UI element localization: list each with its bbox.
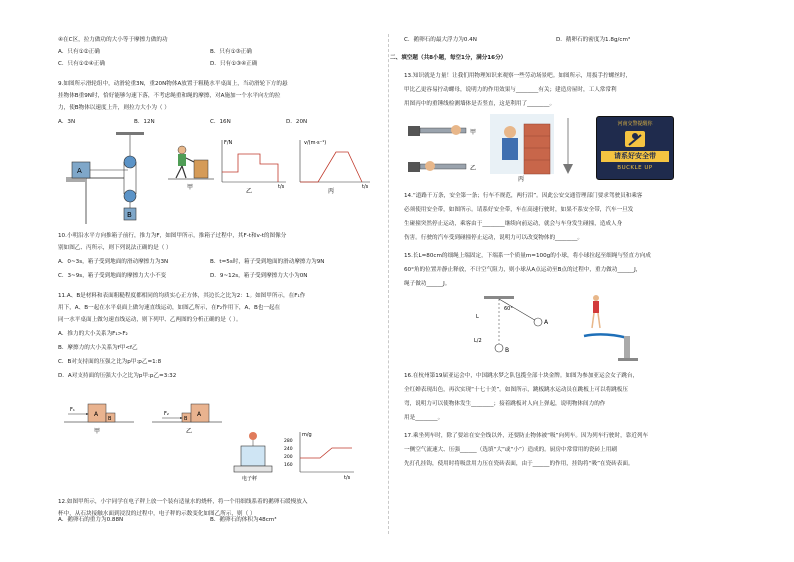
push-box-figure — [168, 136, 214, 192]
block-a-label: A — [77, 167, 82, 175]
scale-label: 电子秤 — [242, 476, 258, 482]
worker-icon — [504, 126, 516, 138]
electronic-scale-figure — [230, 430, 276, 482]
fn-ts-label: t/s — [278, 184, 285, 190]
tick-160: 160 — [284, 463, 293, 468]
mt-ts-label: t/s — [344, 475, 351, 481]
fig-yi-label: 乙 — [246, 188, 253, 194]
q9-option-a: A．3N — [58, 119, 76, 125]
section-2-header: 二、填空题（共8小题，每空1分，满分16分） — [390, 55, 507, 61]
q10-option-a: A．0~3s，箱子受到地面的滑动摩擦力为3N — [58, 259, 169, 265]
jia-a-label: A — [94, 411, 99, 418]
plumb-line-figure — [550, 116, 586, 180]
q11-fig-jia — [64, 390, 134, 436]
q15-line-2: 60°角的位置并静止释放，不计空气阻力，则小球从A点运动至B点的过程中，重力做功______J， — [404, 267, 642, 273]
jia-b-label: B — [108, 416, 112, 422]
person-icon — [178, 146, 186, 154]
q9-option-d: D．20N — [286, 119, 308, 125]
fn-axis-label: F/N — [224, 140, 233, 146]
q8-option-c: C．只有①②④正确 — [58, 61, 105, 67]
q12-line-2: 杯中，从石块接触水面到浸没的过程中，电子秤的示数变化如图乙所示，则（ ） — [58, 511, 256, 517]
q11-option-c: C．B对支持面的压强之比为p甲:p乙=1:8 — [58, 359, 162, 365]
q11-yi-label: 乙 — [186, 428, 193, 435]
q13-jia-label: 甲 — [470, 129, 477, 136]
q11-option-d: D．A对支持面的压强大小之比为p甲:p乙=3:32 — [58, 373, 177, 379]
q10-option-b: B．t=5s时，箱子受到地面的滑动摩擦力为9N — [210, 259, 325, 265]
beaker-icon — [241, 446, 265, 466]
q8-tail: ④在C区，拉力做功的大小等于摩擦力做的功 — [58, 37, 168, 43]
q16-line-1: 16.在杭州第19届亚运会中，中国跳水梦之队包揽全部十块金牌。如图为参加亚运会女子跳台， — [404, 373, 639, 379]
m-axis-label: m/g — [302, 432, 312, 438]
q13-line-2: 甲比乙更容易拧动螺母，说明力的作用效果与________有关；建造房屋时，工人常常利 — [404, 87, 617, 93]
q13-line-3: 用图丙中的重锤线检测墙体是否竖直，这是利用了________。 — [404, 101, 556, 107]
half-l-label: L/2 — [474, 338, 482, 344]
q14-line-4: 伤害。行驶的汽车受到碰撞停止运动，说明力可以改变物体的________。 — [404, 235, 584, 241]
fig-jia-label: 甲 — [187, 184, 194, 191]
q11-option-a: A．推力的大小关系为F₁>F₂ — [58, 331, 128, 337]
q8-option-d: D．只有①③④正确 — [210, 61, 258, 67]
scale-icon — [234, 466, 272, 472]
f-t-graph — [216, 136, 288, 194]
sign-sub-text: BUCKLE UP — [617, 165, 653, 171]
v-axis-label: v/(m·s⁻¹) — [304, 140, 327, 146]
q15-line-3: 绳子做功______J。 — [404, 281, 451, 287]
bolt-icon-2 — [408, 162, 420, 172]
q11-line-1: 11.A、B是材料和表面粗糙程度都相同的均质实心正方体，其边长之比为2：1。如图甲所示，在F₁作 — [58, 293, 306, 299]
f1-label: F₁ — [70, 407, 75, 413]
q17-line-3: 先打孔挂钩，使用时将吸盘用力压在瓷砖表面，由于______的作用，挂钩将“吸”在瓷砖表面。 — [404, 461, 634, 467]
q16-line-3: 弯，说明力可以使物体发生________；接着跳板对人向上弹起，说明物体间力的作 — [404, 401, 606, 407]
q17-line-2: 一侧空气流速大、压强______（选填“大”或“小”）造成的。厨房中常常用的瓷砖上用刷 — [404, 447, 617, 453]
q14-line-3: 生碰撞突然停止运动，乘客由于________继续向前运动，就会与车身发生碰撞，造成人身 — [404, 221, 623, 227]
q17-line-1: 17.乘坐列车时，除了要站在安全线以外，还要防止物体被“吸”向列车。因为列车行驶时，靠近列车 — [404, 433, 649, 439]
q11-option-b: B．摩擦力的大小关系为f甲<f乙 — [58, 345, 138, 351]
point-a-label: A — [544, 319, 549, 326]
block-b-label: B — [127, 211, 132, 219]
seatbelt-sign — [596, 116, 674, 180]
bricklayer-figure — [490, 114, 554, 182]
f2-label: F₂ — [164, 411, 169, 417]
box-icon — [194, 160, 208, 178]
tick-280: 280 — [284, 439, 293, 444]
diver-figure — [574, 292, 644, 362]
q10-option-c: C．3~9s，箱子受到地面的摩擦力大小不变 — [58, 273, 167, 279]
q12-option-c: C．鹅卵石的最大浮力为0.4N — [404, 37, 477, 43]
q12-option-a-text: A．鹅卵石的重力为0.88N — [58, 517, 124, 523]
q10-option-d: D．9~12s，箱子受到摩擦力大小为0N — [210, 273, 308, 279]
hand-icon — [451, 125, 461, 135]
q11-jia-label: 甲 — [94, 428, 101, 435]
ball-icon — [534, 318, 542, 326]
plumb-bob-icon — [563, 164, 573, 174]
tick-240: 240 — [284, 447, 293, 452]
hand-icon-2 — [425, 161, 435, 171]
q14-line-1: 14.“道路千万条，安全第一条；行车不规范，两行泪”。因此公安交通管理部门要求驾驶员和乘客 — [404, 193, 643, 199]
q10-line-1: 10.小明沿水平方向推箱子前行，推力为F，如图甲所示，推箱子过程中，其F-t和v-t的图像分 — [58, 233, 287, 239]
movable-pulley-icon — [124, 190, 136, 202]
springboard-icon — [584, 334, 628, 338]
q12-line-1: 12.如图甲所示，小宇同学在电子秤上放一个装有适量水的烧杯，将一个用细线系着的鹅卵石缓慢放入 — [58, 499, 308, 505]
q13-yi-label: 乙 — [470, 165, 477, 172]
column-divider — [388, 34, 389, 534]
sign-main-text: 请系好安全带 — [601, 151, 669, 162]
wrench-figure — [406, 116, 478, 188]
m-t-graph — [282, 428, 356, 482]
q12-option-b — [210, 516, 276, 524]
pendulum-figure — [474, 296, 558, 356]
ball-bottom-icon — [495, 344, 503, 352]
q9-option-b: B．12N — [134, 119, 155, 125]
q11-line-3: 同一水平桌面上做匀速直线运动，则下列甲、乙两图的分析正确的是（ ）。 — [58, 317, 242, 323]
q9-line-1: 9.如图所示滑轮组中，动滑轮重3N，重20N物体A放置于粗糙水平桌面上，当动滑轮下方的悬 — [58, 81, 288, 87]
yi-a-label: A — [197, 411, 202, 418]
q12-option-a — [58, 516, 123, 524]
q15-line-1: 15.长L=80cm的细绳上端固定，下端系一个质量m=100g的小球，将小球拉起至细绳与竖直方向成 — [404, 253, 651, 259]
q12-option-b-text: B．鹅卵石的体积为48cm³ — [210, 517, 277, 523]
q9-line-2: 挂物体B重9N时，恰好能够匀速下落，不考虑绳重和绳的摩擦，对A施加一个水平向左的拉 — [58, 93, 281, 99]
brick-wall-icon — [524, 124, 550, 174]
pulley-figure — [66, 132, 146, 224]
q16-line-4: 用是________。 — [404, 415, 444, 421]
stone-icon — [249, 432, 257, 440]
v-ts-label: t/s — [362, 184, 369, 190]
q12-option-d: D．鹅卵石的密度为1.8g/cm³ — [556, 37, 631, 43]
q8-option-a: A．只有①②正确 — [58, 49, 100, 55]
q10-line-2: 别如图乙、丙所示，则下列说法正确的是（ ） — [58, 245, 172, 251]
seatbelt-icon — [623, 129, 647, 149]
fig-bing-label: 丙 — [328, 188, 335, 194]
q11-line-2: 用下，A、B一起在水平桌面上做匀速直线运动，如图乙所示，在F₂作用下，A、B也一起在 — [58, 305, 281, 311]
point-b-label: B — [505, 347, 510, 354]
bolt-icon — [408, 126, 420, 136]
yi-b-label: B — [184, 416, 188, 422]
v-t-graph — [294, 136, 372, 194]
diver-icon — [593, 295, 599, 301]
sign-top-text: 河南交警提醒你 — [617, 121, 653, 127]
angle-label: 60° — [504, 306, 513, 312]
q14-line-2: 必须使用安全带，如图所示。请系好安全带，车在高速行驶时，如果不系安全带，汽车一旦发 — [404, 207, 634, 213]
l-label: L — [476, 314, 479, 320]
q13-line-1: 13.知识就是力量！让我们用物理知识来观察一些劳动场景吧。如图所示，用扳手拧螺丝时， — [404, 73, 632, 79]
q9-line-3: 力，使B物体以速度上升，则拉力大小为（ ） — [58, 105, 170, 111]
fixed-pulley-icon — [124, 156, 136, 168]
q13-bing-label: 丙 — [518, 176, 525, 182]
q9-option-c: C．16N — [210, 119, 231, 125]
q16-line-2: 全红婵表现出色，再次实现“十七十美”。如图所示，跳板跳水运动员在跳板上可以将跳板压 — [404, 387, 628, 393]
q11-fig-yi — [152, 390, 222, 436]
tick-200: 200 — [284, 455, 293, 460]
q8-option-b: B．只有①③正确 — [210, 49, 252, 55]
